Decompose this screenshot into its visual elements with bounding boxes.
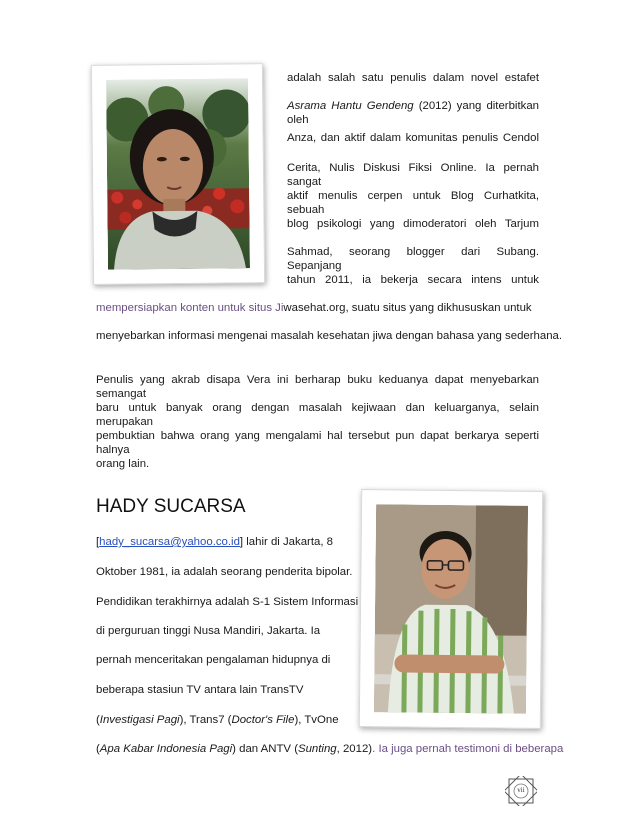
paragraph-line: Penulis yang akrab disapa Vera ini berharap buku keduanya dapat menyebarkan semangat [96, 374, 539, 400]
section-heading: HADY SUCARSA [96, 496, 246, 517]
bio-text: (2012) yang diterbitkan oleh [287, 100, 539, 126]
faded-text: . Ia juga pernah testimoni di beberapa [372, 743, 564, 755]
tv-program-title: Apa Kabar Indonesia Pagi [99, 743, 233, 755]
bio-line [96, 535, 333, 549]
tv-program-title: Investigasi Pagi [99, 714, 180, 726]
portrait-man-image [374, 504, 528, 714]
bio-text: ) dan ANTV ( [232, 743, 298, 755]
faded-text: mempersiapkan konten untuk situs Ji [96, 302, 284, 314]
bracket-text: [ [96, 536, 100, 548]
bio-text: ] lahir di Jakarta, 8 [239, 536, 333, 548]
bio-text: ( [96, 714, 100, 726]
book-title: Asrama Hantu Gendeng [287, 100, 414, 112]
paragraph-line: orang lain. [96, 458, 150, 470]
bio-line [287, 99, 539, 127]
bio-text: wasehat.org, suatu situs yang dikhususkan untuk [283, 302, 532, 314]
bio-line: Pendidikan terakhirnya adalah S-1 Sistem Informasi [96, 596, 359, 608]
paragraph-line: pembuktian bahwa orang yang mengalami hal tersebut pun dapat berkarya seperti halnya [96, 430, 539, 456]
author-photo-vera-frame [91, 63, 265, 285]
bio-text: , 2012) [336, 743, 373, 755]
bio-line [96, 301, 532, 315]
bio-line: di perguruan tinggi Nusa Mandiri, Jakarta. Ia [96, 625, 321, 637]
portrait-woman-image [106, 78, 250, 269]
bio-line: Cerita, Nulis Diskusi Fiksi Online. Ia pernah sangat [287, 162, 539, 188]
page-number: vii [517, 786, 525, 794]
paragraph-line: baru untuk banyak orang dengan masalah kejiwaan dan keluarganya, selain merupakan [96, 402, 539, 428]
tv-program-title: Doctor's File [231, 714, 295, 726]
bio-line: Oktober 1981, ia adalah seorang penderita bipolar. [96, 566, 353, 578]
email-link[interactable]: hady_sucarsa@yahoo.co.id [99, 536, 240, 548]
tv-program-title: Sunting [298, 743, 337, 755]
bio-line: aktif menulis cerpen untuk Blog Curhatkita, sebuah [287, 190, 539, 216]
bio-line: Sahmad, seorang blogger dari Subang. Sepanjang [287, 246, 539, 272]
author-photo-hady [374, 504, 528, 714]
bio-text: ), TvOne [294, 714, 339, 726]
bio-line: tahun 2011, ia bekerja secara intens untuk [287, 274, 539, 286]
bio-line: beberapa stasiun TV antara lain TransTV [96, 684, 304, 696]
bio-text: ), Trans7 ( [179, 714, 232, 726]
bio-line: adalah salah satu penulis dalam novel estafet [287, 72, 539, 84]
author-photo-hady-frame [359, 489, 543, 729]
bio-line [96, 742, 563, 756]
bio-text: ( [96, 743, 100, 755]
bio-line: blog psikologi yang dimoderatori oleh Tarjum [287, 218, 539, 230]
bio-line: Anza, dan aktif dalam komunitas penulis Cendol [287, 132, 539, 144]
author-photo-vera [106, 78, 250, 269]
bio-line [96, 713, 339, 727]
bio-line: menyebarkan informasi mengenai masalah kesehatan jiwa dengan bahasa yang sederhana. [96, 330, 563, 342]
bio-line: pernah menceritakan pengalaman hidupnya di [96, 654, 331, 666]
